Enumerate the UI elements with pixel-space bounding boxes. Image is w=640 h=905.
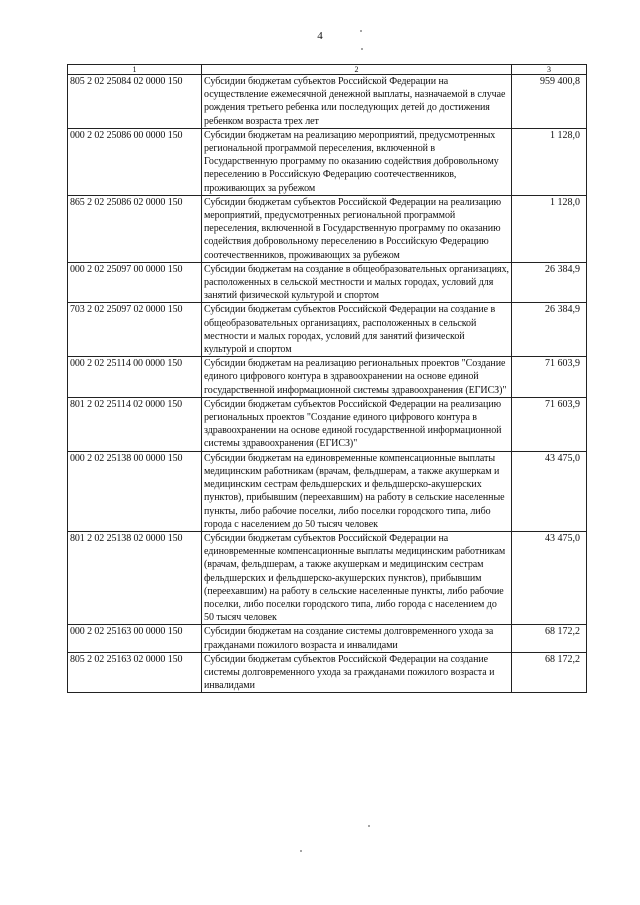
item-description: Субсидии бюджетам на реализацию региональных проектов "Создание единого цифрового контура в здравоохранении на основе единой государственной информационной системы здравоохранения (ЕГИСЗ)" (202, 357, 512, 398)
page-number: 4 (317, 30, 323, 42)
item-amount: 1 128,0 (512, 128, 587, 195)
item-amount: 71 603,9 (512, 357, 587, 398)
budget-code: 000 2 02 25163 00 0000 150 (68, 625, 202, 652)
scan-speck (300, 850, 302, 852)
item-amount: 959 400,8 (512, 75, 587, 129)
table-row (68, 531, 587, 624)
budget-code: 000 2 02 25086 00 0000 150 (68, 128, 202, 195)
budget-code: 865 2 02 25086 02 0000 150 (68, 195, 202, 262)
item-description: Субсидии бюджетам субъектов Российской Федерации на единовременные компенсационные выплаты медицинским работникам (врачам, фельдшерам, а также акушеркам и медицинским сестрам фельдшерских и фельдшерско-акушерских пунктов), прибывшим (переехавшим) на работу в сельские населенные пункты, либо рабочие поселки, либо поселки городского типа, либо города с населением до 50 тысяч человек (202, 531, 512, 624)
scan-speck (368, 825, 370, 827)
table-row (68, 195, 587, 262)
budget-code: 805 2 02 25163 02 0000 150 (68, 652, 202, 693)
table-row (68, 451, 587, 531)
table-row (68, 652, 587, 693)
header-col-2: 2 (202, 65, 512, 75)
table-row (68, 303, 587, 357)
item-amount: 71 603,9 (512, 397, 587, 451)
item-description: Субсидии бюджетам субъектов Российской Федерации на создание в общеобразовательных организациях, расположенных в сельской местности и малых городах, условий для занятий физической культурой и спортом (202, 303, 512, 357)
item-description: Субсидии бюджетам на создание в общеобразовательных организациях, расположенных в сельской местности и малых городах, условий для занятий физической культурой и спортом (202, 262, 512, 303)
table-row (68, 397, 587, 451)
item-description: Субсидии бюджетам субъектов Российской Федерации на осуществление ежемесячной денежной выплаты, назначаемой в случае рождения третьего ребенка или последующих детей до достижения ребенком возраста трех лет (202, 75, 512, 129)
budget-code: 000 2 02 25097 00 0000 150 (68, 262, 202, 303)
table-row (68, 625, 587, 652)
item-amount: 43 475,0 (512, 451, 587, 531)
scan-speck (361, 48, 363, 50)
budget-code: 805 2 02 25084 02 0000 150 (68, 75, 202, 129)
item-description: Субсидии бюджетам на реализацию мероприятий, предусмотренных региональной программой переселения, включенной в Государственную программу по оказанию содействия добровольному переселению в Российскую Федерацию соотечественников, проживающих за рубежом (202, 128, 512, 195)
budget-table (67, 64, 587, 693)
item-amount: 26 384,9 (512, 262, 587, 303)
item-amount: 43 475,0 (512, 531, 587, 624)
item-description: Субсидии бюджетам на создание системы долговременного ухода за гражданами пожилого возраста и инвалидами (202, 625, 512, 652)
item-description: Субсидии бюджетам субъектов Российской Федерации на создание системы долговременного ухода за гражданами пожилого возраста и инвалидами (202, 652, 512, 693)
table-row (68, 75, 587, 129)
item-amount: 68 172,2 (512, 652, 587, 693)
budget-code: 000 2 02 25138 00 0000 150 (68, 451, 202, 531)
header-col-1: 1 (68, 65, 202, 75)
table-row (68, 357, 587, 398)
budget-code: 000 2 02 25114 00 0000 150 (68, 357, 202, 398)
item-amount: 68 172,2 (512, 625, 587, 652)
budget-code: 801 2 02 25114 02 0000 150 (68, 397, 202, 451)
budget-code: 703 2 02 25097 02 0000 150 (68, 303, 202, 357)
item-description: Субсидии бюджетам на единовременные компенсационные выплаты медицинским работникам (врачам, фельдшерам, а также акушеркам и медицинским сестрам фельдшерских и фельдшерско-акушерских пунктов), прибывшим (переехавшим) на работу в сельские населенные пункты, либо рабочие поселки, либо поселки городского типа, либо города с населением до 50 тысяч человек (202, 451, 512, 531)
item-amount: 26 384,9 (512, 303, 587, 357)
header-row (68, 65, 587, 75)
table-row (68, 262, 587, 303)
item-description: Субсидии бюджетам субъектов Российской Федерации на реализацию мероприятий, предусмотренных региональной программой переселения, включенной в Государственную программу по оказанию содействия добровольному переселению в Российскую Федерацию соотечественников, проживающих за рубежом (202, 195, 512, 262)
budget-code: 801 2 02 25138 02 0000 150 (68, 531, 202, 624)
header-col-3: 3 (512, 65, 587, 75)
scan-speck (360, 30, 362, 32)
item-amount: 1 128,0 (512, 195, 587, 262)
item-description: Субсидии бюджетам субъектов Российской Федерации на реализацию региональных проектов "Создание единого цифрового контура в здравоохранении на основе единой государственной информационной системы здравоохранения (ЕГИСЗ)" (202, 397, 512, 451)
table-row (68, 128, 587, 195)
